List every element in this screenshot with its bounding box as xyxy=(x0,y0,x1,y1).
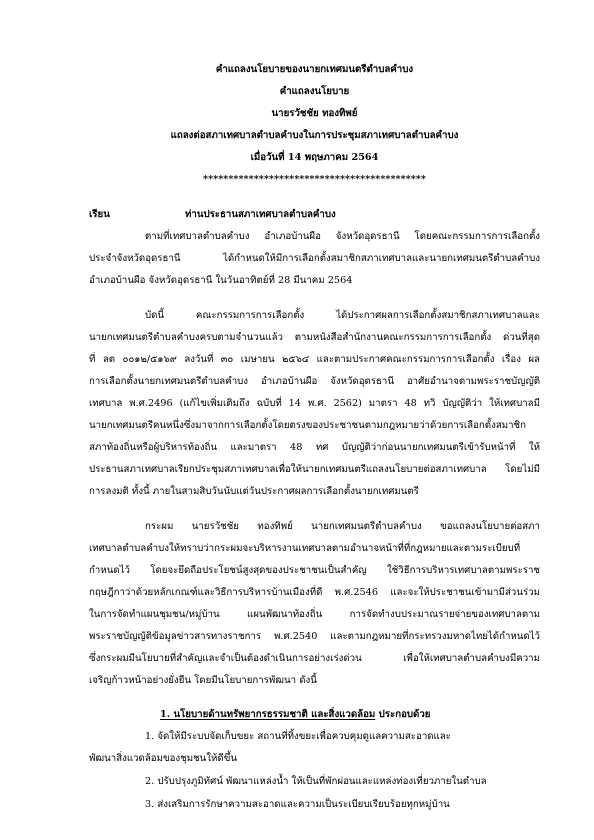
paragraph-line xyxy=(89,604,540,626)
document-title xyxy=(89,59,540,81)
paragraph-line xyxy=(89,226,540,248)
paragraph-line xyxy=(89,648,540,670)
date-line xyxy=(89,147,540,169)
paragraph-line xyxy=(89,516,540,538)
policy-item-line xyxy=(89,748,540,770)
paragraph-line xyxy=(89,305,540,327)
policy-item-line xyxy=(89,794,540,816)
line-text: 1. จัดให้มีระบบจัดเก็บขยะ สถานที่ทิ้งขยะเพื่อควบคุมดูแลความสะอาดและ xyxy=(145,731,451,742)
paragraph-intro xyxy=(89,226,540,292)
line-text: กำหนดไว้ โดยจะยึดถือประโยชน์สูงสุดของประชาชนเป็นสำคัญ ใช้วิธีการบริหารเทศบาลตามพระราช xyxy=(89,565,540,576)
policy-section-suffix: ประกอบด้วย xyxy=(378,709,431,720)
line-text: บัดนี้ คณะกรรมการการเลือกตั้ง ได้ประกาศผลการเลือกตั้งสมาชิกสภาเทศบาลและ xyxy=(145,310,540,321)
occasion-line xyxy=(89,125,540,147)
line-text: ตามที่เทศบาลตำบลคำบง อำเภอบ้านผือ จังหวัดอุดรธานี โดยคณะกรรมการการเลือกตั้ง xyxy=(145,231,540,242)
line-text: ประจำจังหวัดอุดรธานี ได้กำหนดให้มีการเลือกตั้งสมาชิกสภาเทศบาลและนายกเทศมนตรีตำบลคำบง xyxy=(89,253,540,264)
document-title-text: คำแถลงนโยบายของนายกเทศมนตรีตำบลคำบง xyxy=(215,64,414,75)
line-text: เจริญก้าวหน้าอย่างยั่งยืน โดยมีนโยบายการพัฒนา ดังนี้ xyxy=(89,675,317,686)
line-text: อำเภอบ้านผือ จังหวัดอุดรธานี ในวันอาทิตย์ที่ 28 มีนาคม 2564 xyxy=(89,275,353,286)
separator-stars: ******************************************** xyxy=(203,174,426,185)
paragraph-line xyxy=(89,270,540,292)
document-body xyxy=(89,59,540,816)
salutation-label: เรียน xyxy=(89,209,110,220)
line-text: เทศบาล พ.ศ.2496 (แก้ไขเพิ่มเติมถึง ฉบับที่ 14 พ.ศ. 2562) มาตรา 48 ทวิ บัญญัติว่า ให้เทศบาลมี xyxy=(89,398,540,409)
line-text: ในการจัดทำแผนชุมชน/หมู่บ้าน แผนพัฒนาท้องถิ่น การจัดทำงบประมาณรายจ่ายของเทศบาลตาม xyxy=(89,609,540,620)
paragraph-line xyxy=(89,481,540,503)
line-text: การลงมติ ทั้งนี้ ภายในสามสิบวันนับแต่วันประกาศผลการเลือกตั้งนายกเทศมนตรี xyxy=(89,486,419,497)
policy-item xyxy=(89,794,540,816)
occasion-text: แถลงต่อสภาเทศบาลตำบลคำบงในการประชุมสภาเทศบาลตำบลคำบง xyxy=(170,130,459,141)
paragraph-line xyxy=(89,393,540,415)
line-text: กฤษฎีกาว่าด้วยหลักเกณฑ์และวิธีการบริหารบ้านเมืองที่ดี พ.ศ.2546 และจะให้ประชาชนเข้ามามีส่วนร่วม xyxy=(89,587,540,598)
policy-item-line xyxy=(89,771,540,793)
line-text: พัฒนาสิ่งแวดล้อมของชุมชนให้ดีขึ้น xyxy=(89,753,237,764)
paragraph-line xyxy=(89,459,540,481)
speaker-name xyxy=(89,103,540,125)
policy-section-title: 1. นโยบายด้านทรัพยากรธรรมชาติ และสิ่งแวดล้อม xyxy=(160,709,376,720)
recipient-name: ท่านประธานสภาเทศบาลตำบลคำบง xyxy=(185,209,336,220)
line-text: 2. ปรับปรุงภูมิทัศน์ พัฒนาแหล่งน้ำ ให้เป็นที่พักผ่อนและแหล่งท่องเที่ยวภายในตำบล xyxy=(145,776,487,787)
paragraph-line xyxy=(89,327,540,349)
line-text: เทศบาลตำบลคำบงให้ทราบว่ากระผมจะบริหารงานเทศบาลตามอำนาจหน้าที่ที่กฎหมายและตามระเบียบที่ xyxy=(89,543,521,554)
line-text: ที่ ลต ๐๐๑๒/๕๑๖๙ ลงวันที่ ๓๐ เมษายน ๒๕๖๔ และตามประกาศคณะกรรมการการเลือกตั้ง เรื่อง ผล xyxy=(89,354,540,365)
line-text: นายกเทศมนตรีตำบลคำบงครบตามจำนวนแล้ว ตามหนังสือสำนักงานคณะกรรมการการเลือกตั้ง ด่วนที่สุด xyxy=(89,332,540,343)
policy-item xyxy=(89,726,540,770)
line-text: พระราชบัญญัติข้อมูลข่าวสารทางราชการ พ.ศ.2540 และตามกฎหมายที่กระทรวงมหาดไทยได้กำหนดไว้ xyxy=(89,631,540,642)
salutation-line xyxy=(89,204,540,226)
paragraph-line xyxy=(89,248,540,270)
document-subtitle-text: คำแถลงนโยบาย xyxy=(279,86,350,97)
line-text: กระผม นายรวัชชัย ทองทิพย์ นายกเทศมนตรีตำบลคำบง ขอแถลงนโยบายต่อสภา xyxy=(145,521,540,532)
line-text: ซึ่งกระผมมีนโยบายที่สำคัญและจำเป็นต้องดำเนินการอย่างเร่งด่วน เพื่อให้เทศบาลตำบลคำบงมีความ xyxy=(89,653,540,664)
policy-item-line xyxy=(89,726,540,748)
paragraph-policy-statement xyxy=(89,516,540,692)
document-subtitle xyxy=(89,81,540,103)
line-text: สภาท้องถิ่นหรือผู้บริหารท้องถิ่น และมาตรา 48 ทศ บัญญัติว่าก่อนนายกเทศมนตรีเข้ารับหน้าที่ ให้ xyxy=(89,442,540,453)
paragraph-line xyxy=(89,415,540,437)
paragraph-election-result xyxy=(89,305,540,503)
policy-section-heading xyxy=(89,704,540,726)
separator-line xyxy=(89,169,540,191)
paragraph-line xyxy=(89,371,540,393)
line-text: การเลือกตั้งนายกเทศมนตรีตำบลคำบง อำเภอบ้านผือ จังหวัดอุดรธานี อาศัยอำนาจตามพระราชบัญญัติ xyxy=(89,376,540,387)
paragraph-line xyxy=(89,582,540,604)
speaker-name-text: นายรวัชชัย ทองทิพย์ xyxy=(271,108,358,119)
paragraph-line xyxy=(89,437,540,459)
line-text: 3. ส่งเสริมการรักษาความสะอาดและความเป็นระเบียบเรียบร้อยทุกหมู่บ้าน xyxy=(145,799,450,810)
paragraph-line xyxy=(89,670,540,692)
policy-section xyxy=(89,704,540,816)
paragraph-line xyxy=(89,538,540,560)
line-text: ประธานสภาเทศบาลเรียกประชุมสภาเทศบาลเพื่อให้นายกเทศมนตรีแถลงนโยบายต่อสภาเทศบาล โดยไม่มี xyxy=(89,464,540,475)
paragraph-line xyxy=(89,626,540,648)
title-block xyxy=(89,59,540,191)
line-text: นายกเทศมนตรีคนหนึ่งซึ่งมาจากการเลือกตั้งโดยตรงของประชาชนตามกฎหมายว่าด้วยการเลือกตั้งสมาชิก xyxy=(89,420,527,431)
policy-item xyxy=(89,771,540,793)
date-text: เมื่อวันที่ 14 พฤษภาคม 2564 xyxy=(250,152,379,163)
paragraph-line xyxy=(89,560,540,582)
paragraph-line xyxy=(89,349,540,371)
